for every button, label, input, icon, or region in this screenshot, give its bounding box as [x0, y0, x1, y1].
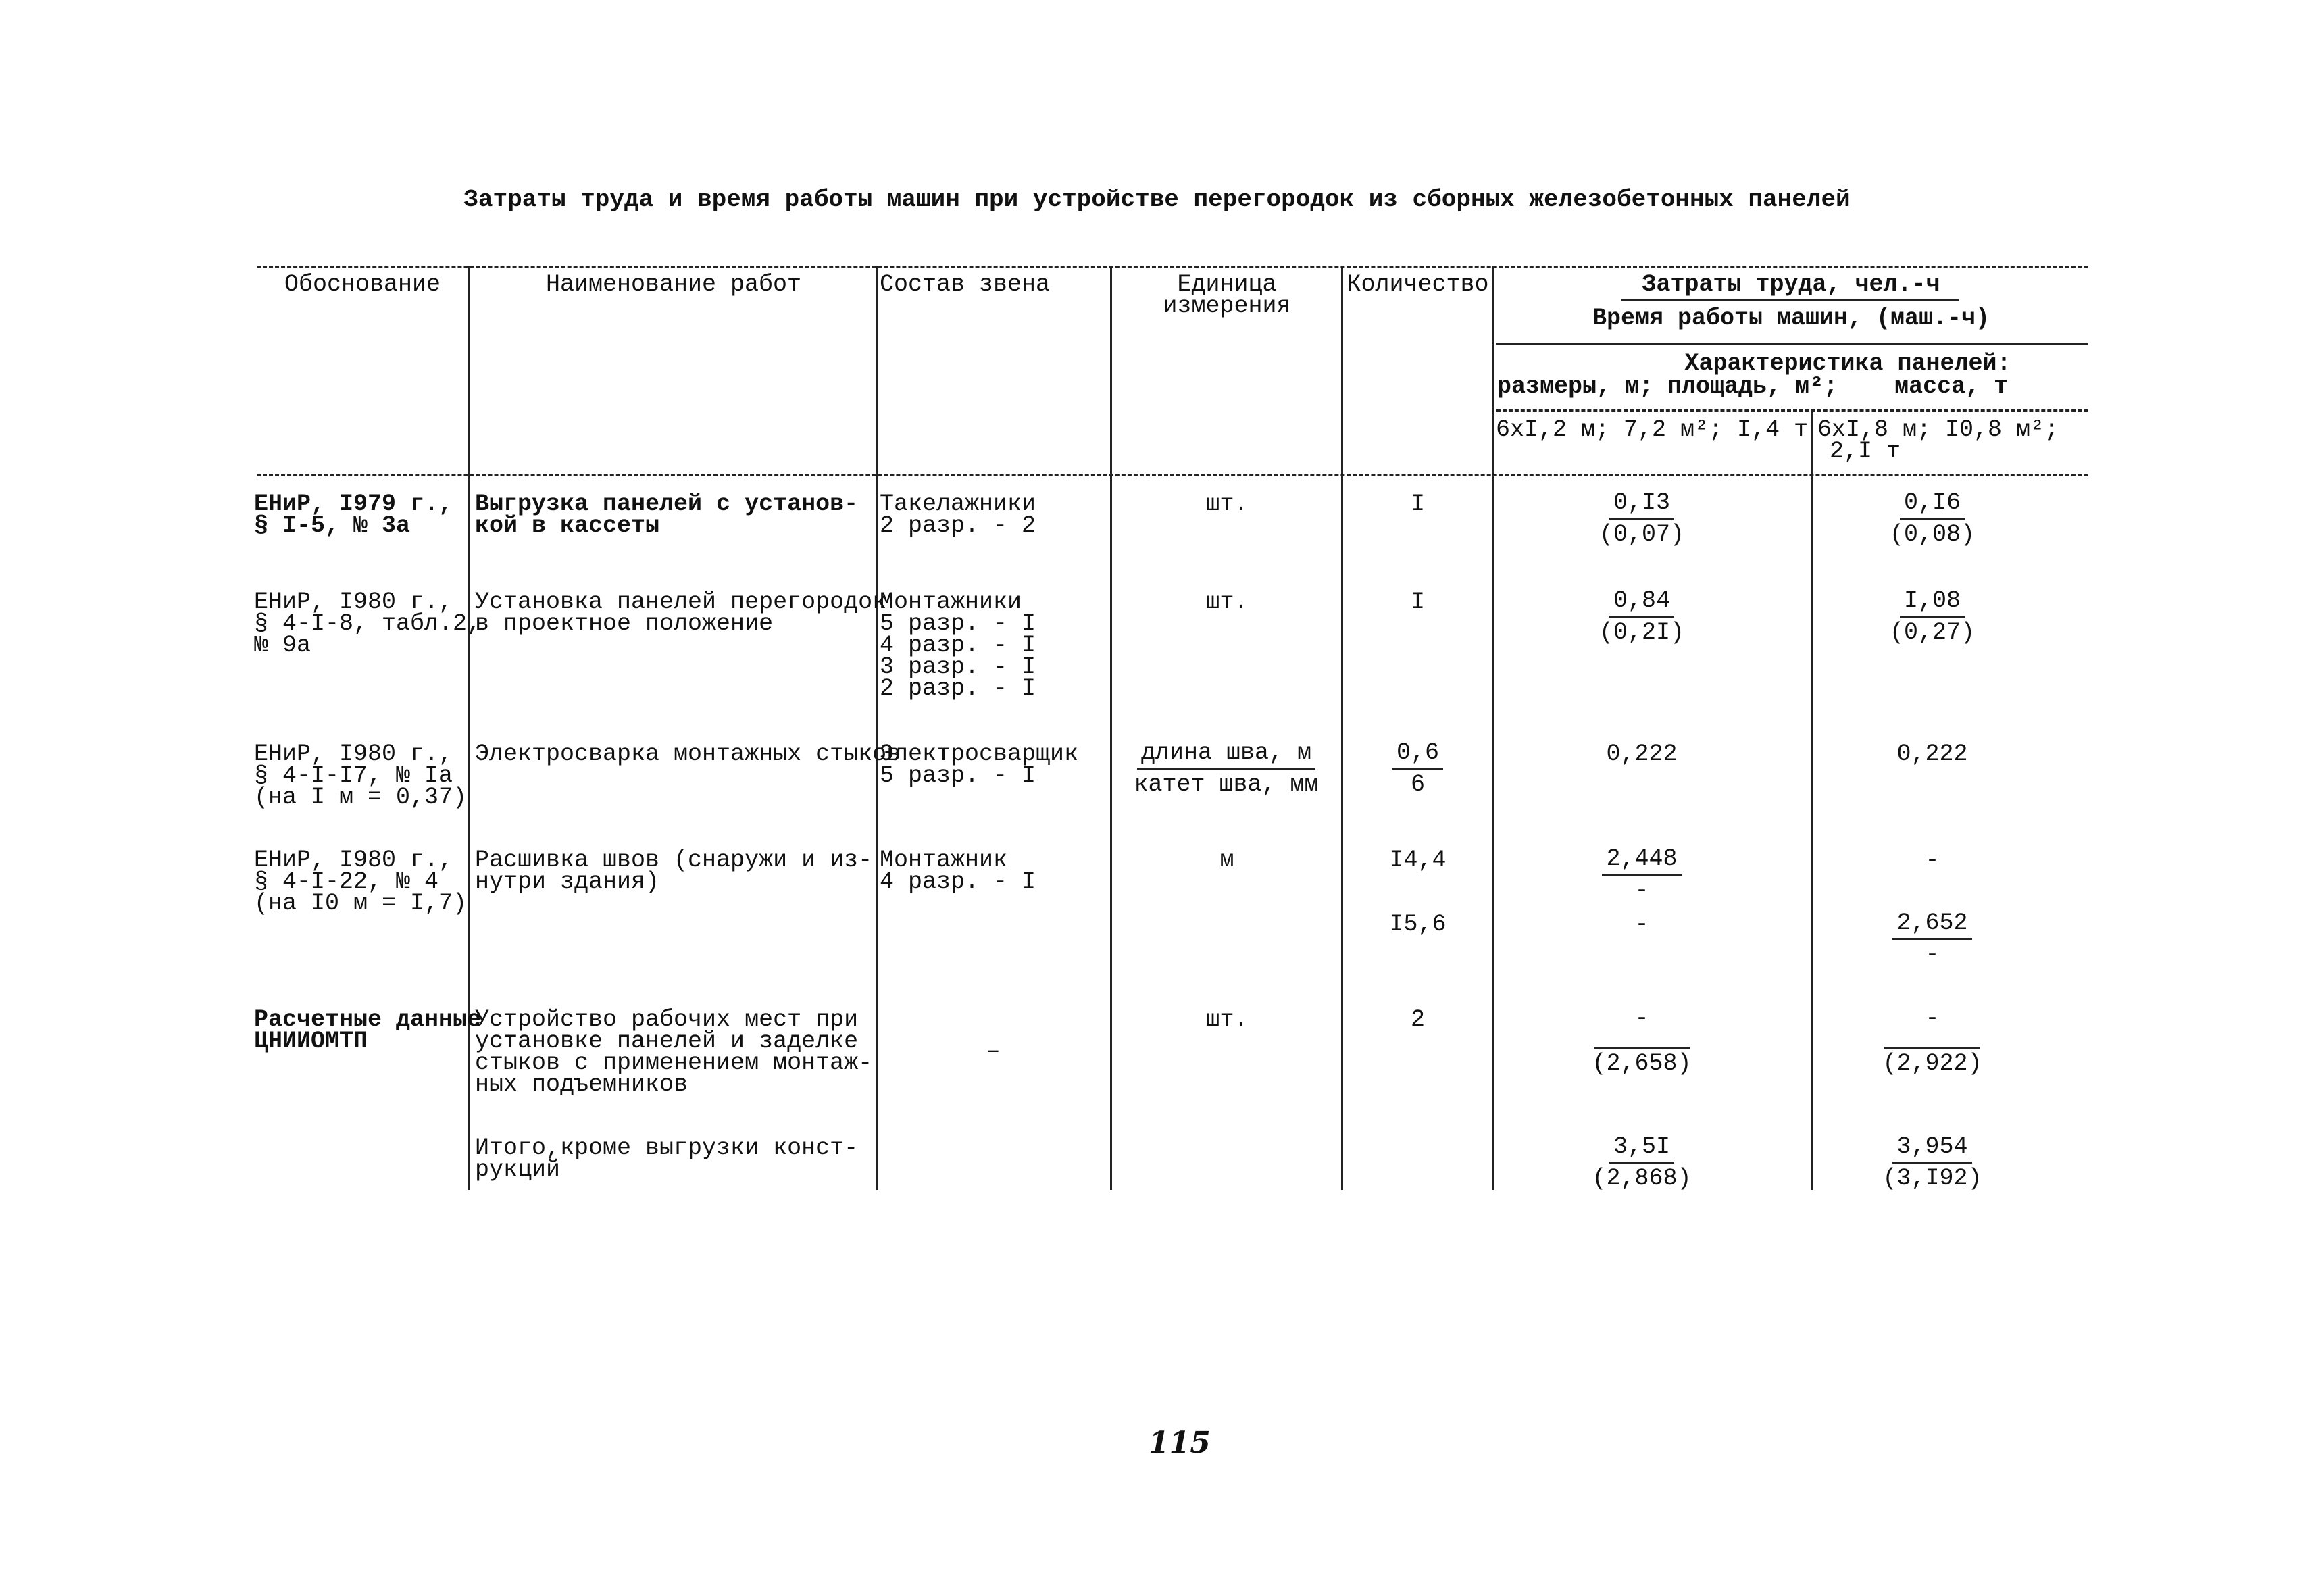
row-5-work: Устройство рабочих мест при установке панелей и заделке стыков с применением монтаж- ных подъемников	[475, 1006, 873, 1098]
row-4-b-1: -	[1925, 847, 1940, 874]
row-4-b2-machine: -	[1925, 941, 1940, 968]
row-3-unit-leg: катет шва, мм	[1134, 771, 1319, 798]
header-basis: Обоснование	[284, 271, 441, 298]
row-4-b2-labor: 2,652	[1892, 908, 1971, 940]
row-1-col-a	[1561, 488, 1723, 549]
row-3-b: 0,222	[1896, 741, 1968, 768]
labor-underline	[1621, 299, 1959, 301]
row-2-qty: I	[1410, 589, 1425, 616]
header-sub-b-1: 6хI,8 м; I0,8 м²;	[1817, 416, 2059, 443]
row-4-crew: Монтажник 4 разр. - I	[880, 847, 1036, 895]
row-total-col-a	[1561, 1132, 1723, 1193]
row-total-b-machine: (3,I92)	[1882, 1165, 1982, 1192]
row-5-crew: –	[986, 1038, 1001, 1065]
row-total-work: Итого,кроме выгрузки конст- рукций	[475, 1134, 859, 1183]
row-4-work: Расшивка швов (снаружи и из- нутри здания)	[475, 847, 873, 895]
row-2-a-labor: 0,84	[1609, 586, 1674, 618]
header-bottom-rule	[257, 474, 2088, 476]
row-1-basis: ЕНиР, I979 г., § I-5, № 3а	[254, 491, 453, 539]
row-4-a1-labor: 2,448	[1602, 844, 1681, 876]
row-4-a-2: -	[1634, 911, 1649, 938]
row-4-col-a-1	[1561, 844, 1723, 905]
row-1-b-machine: (0,08)	[1889, 521, 1976, 548]
row-5-b-labor: -	[1884, 1003, 1980, 1049]
header-unit-2: измерения	[1163, 293, 1291, 320]
row-1-work: Выгрузка панелей с установ- кой в кассеты	[475, 491, 859, 539]
table-title: Затраты труда и время работы машин при устройстве перегородок из сборных железобетонных панелей	[463, 186, 1851, 214]
row-4-qty-1: I4,4	[1389, 847, 1447, 874]
row-1-a-machine: (0,07)	[1599, 521, 1685, 548]
row-4-col-b-2	[1851, 908, 2013, 970]
col-divider-4	[1341, 266, 1343, 1190]
header-panel-char-units: размеры, м; площадь, м²; масса, т	[1497, 373, 2009, 400]
row-3-qty-length: 0,6	[1392, 738, 1443, 770]
row-total-a-machine: (2,868)	[1592, 1165, 1692, 1192]
row-1-b-labor: 0,I6	[1900, 488, 1965, 520]
header-sub-b-2: 2,I т	[1830, 438, 1901, 465]
row-4-basis: ЕНиР, I980 г., § 4-I-22, № 4 (на I0 м = I,7)	[254, 847, 468, 917]
row-3-qty	[1344, 738, 1492, 799]
page-number: 115	[1149, 1426, 1211, 1460]
row-5-unit: шт.	[1205, 1006, 1249, 1033]
row-2-col-b	[1851, 586, 2013, 647]
row-3-crew: Электросварщик 5 разр. - I	[880, 741, 1079, 789]
row-3-basis: ЕНиР, I980 г., § 4-I-I7, № Iа (на I м = 0,37)	[254, 741, 468, 811]
row-2-unit: шт.	[1205, 589, 1249, 616]
row-1-qty: I	[1410, 491, 1425, 518]
row-2-b-labor: I,08	[1900, 586, 1965, 618]
row-total-b-labor: 3,954	[1892, 1132, 1971, 1164]
header-quantity: Количество	[1347, 271, 1489, 298]
row-total-col-b	[1851, 1132, 2013, 1193]
header-panel-char: Характеристика панелей:	[1684, 350, 2011, 377]
row-1-a-labor: 0,I3	[1609, 488, 1674, 520]
header-rule-sub	[1496, 409, 2088, 412]
row-3-a: 0,222	[1606, 741, 1678, 768]
header-unit-1: Единица	[1177, 271, 1277, 298]
row-1-unit: шт.	[1205, 491, 1249, 518]
header-labor: Затраты труда, чел.-ч	[1642, 271, 1940, 298]
header-work-name: Наименование работ	[545, 271, 802, 298]
row-5-basis: Расчетные данные ЦНИИОМТП	[254, 1006, 482, 1055]
col-divider-5	[1492, 266, 1494, 1190]
row-3-unit	[1122, 738, 1331, 799]
row-5-a-machine: (2,658)	[1592, 1050, 1692, 1077]
header-crew: Состав звена	[880, 271, 1051, 298]
row-2-col-a	[1561, 586, 1723, 647]
table-top-rule	[257, 266, 2088, 268]
row-4-qty-2: I5,6	[1389, 911, 1447, 938]
row-3-unit-length: длина шва, м	[1137, 738, 1315, 770]
row-2-a-machine: (0,2I)	[1599, 619, 1685, 646]
row-3-qty-leg: 6	[1410, 771, 1425, 798]
row-2-basis: ЕНиР, I980 г., § 4-I-8, табл.2, № 9а	[254, 589, 482, 659]
row-2-work: Установка панелей перегородок в проектное положение	[475, 589, 887, 637]
row-4-a1-machine: -	[1634, 877, 1649, 904]
row-1-col-b	[1851, 488, 2013, 549]
row-5-b-machine: (2,922)	[1882, 1050, 1982, 1077]
row-5-col-a	[1561, 1003, 1723, 1078]
row-1-crew: Такелажники 2 разр. - 2	[880, 491, 1036, 539]
header-rule-char	[1496, 343, 2088, 345]
row-4-unit: м	[1219, 847, 1234, 874]
col-divider-6	[1811, 409, 1813, 1190]
header-machine-time: Время работы машин, (маш.-ч)	[1592, 305, 1990, 332]
row-5-a-labor: -	[1594, 1003, 1690, 1049]
header-sub-a: 6хI,2 м; 7,2 м²; I,4 т	[1496, 416, 1809, 443]
row-5-col-b	[1851, 1003, 2013, 1078]
row-2-crew: Монтажники 5 разр. - I 4 разр. - I 3 разр. - I 2 разр. - I	[880, 589, 1036, 702]
row-2-b-machine: (0,27)	[1889, 619, 1976, 646]
row-total-a-labor: 3,5I	[1609, 1132, 1674, 1164]
row-5-qty: 2	[1410, 1006, 1425, 1033]
col-divider-3	[1110, 266, 1112, 1190]
row-3-work: Электросварка монтажных стыков	[475, 741, 901, 768]
